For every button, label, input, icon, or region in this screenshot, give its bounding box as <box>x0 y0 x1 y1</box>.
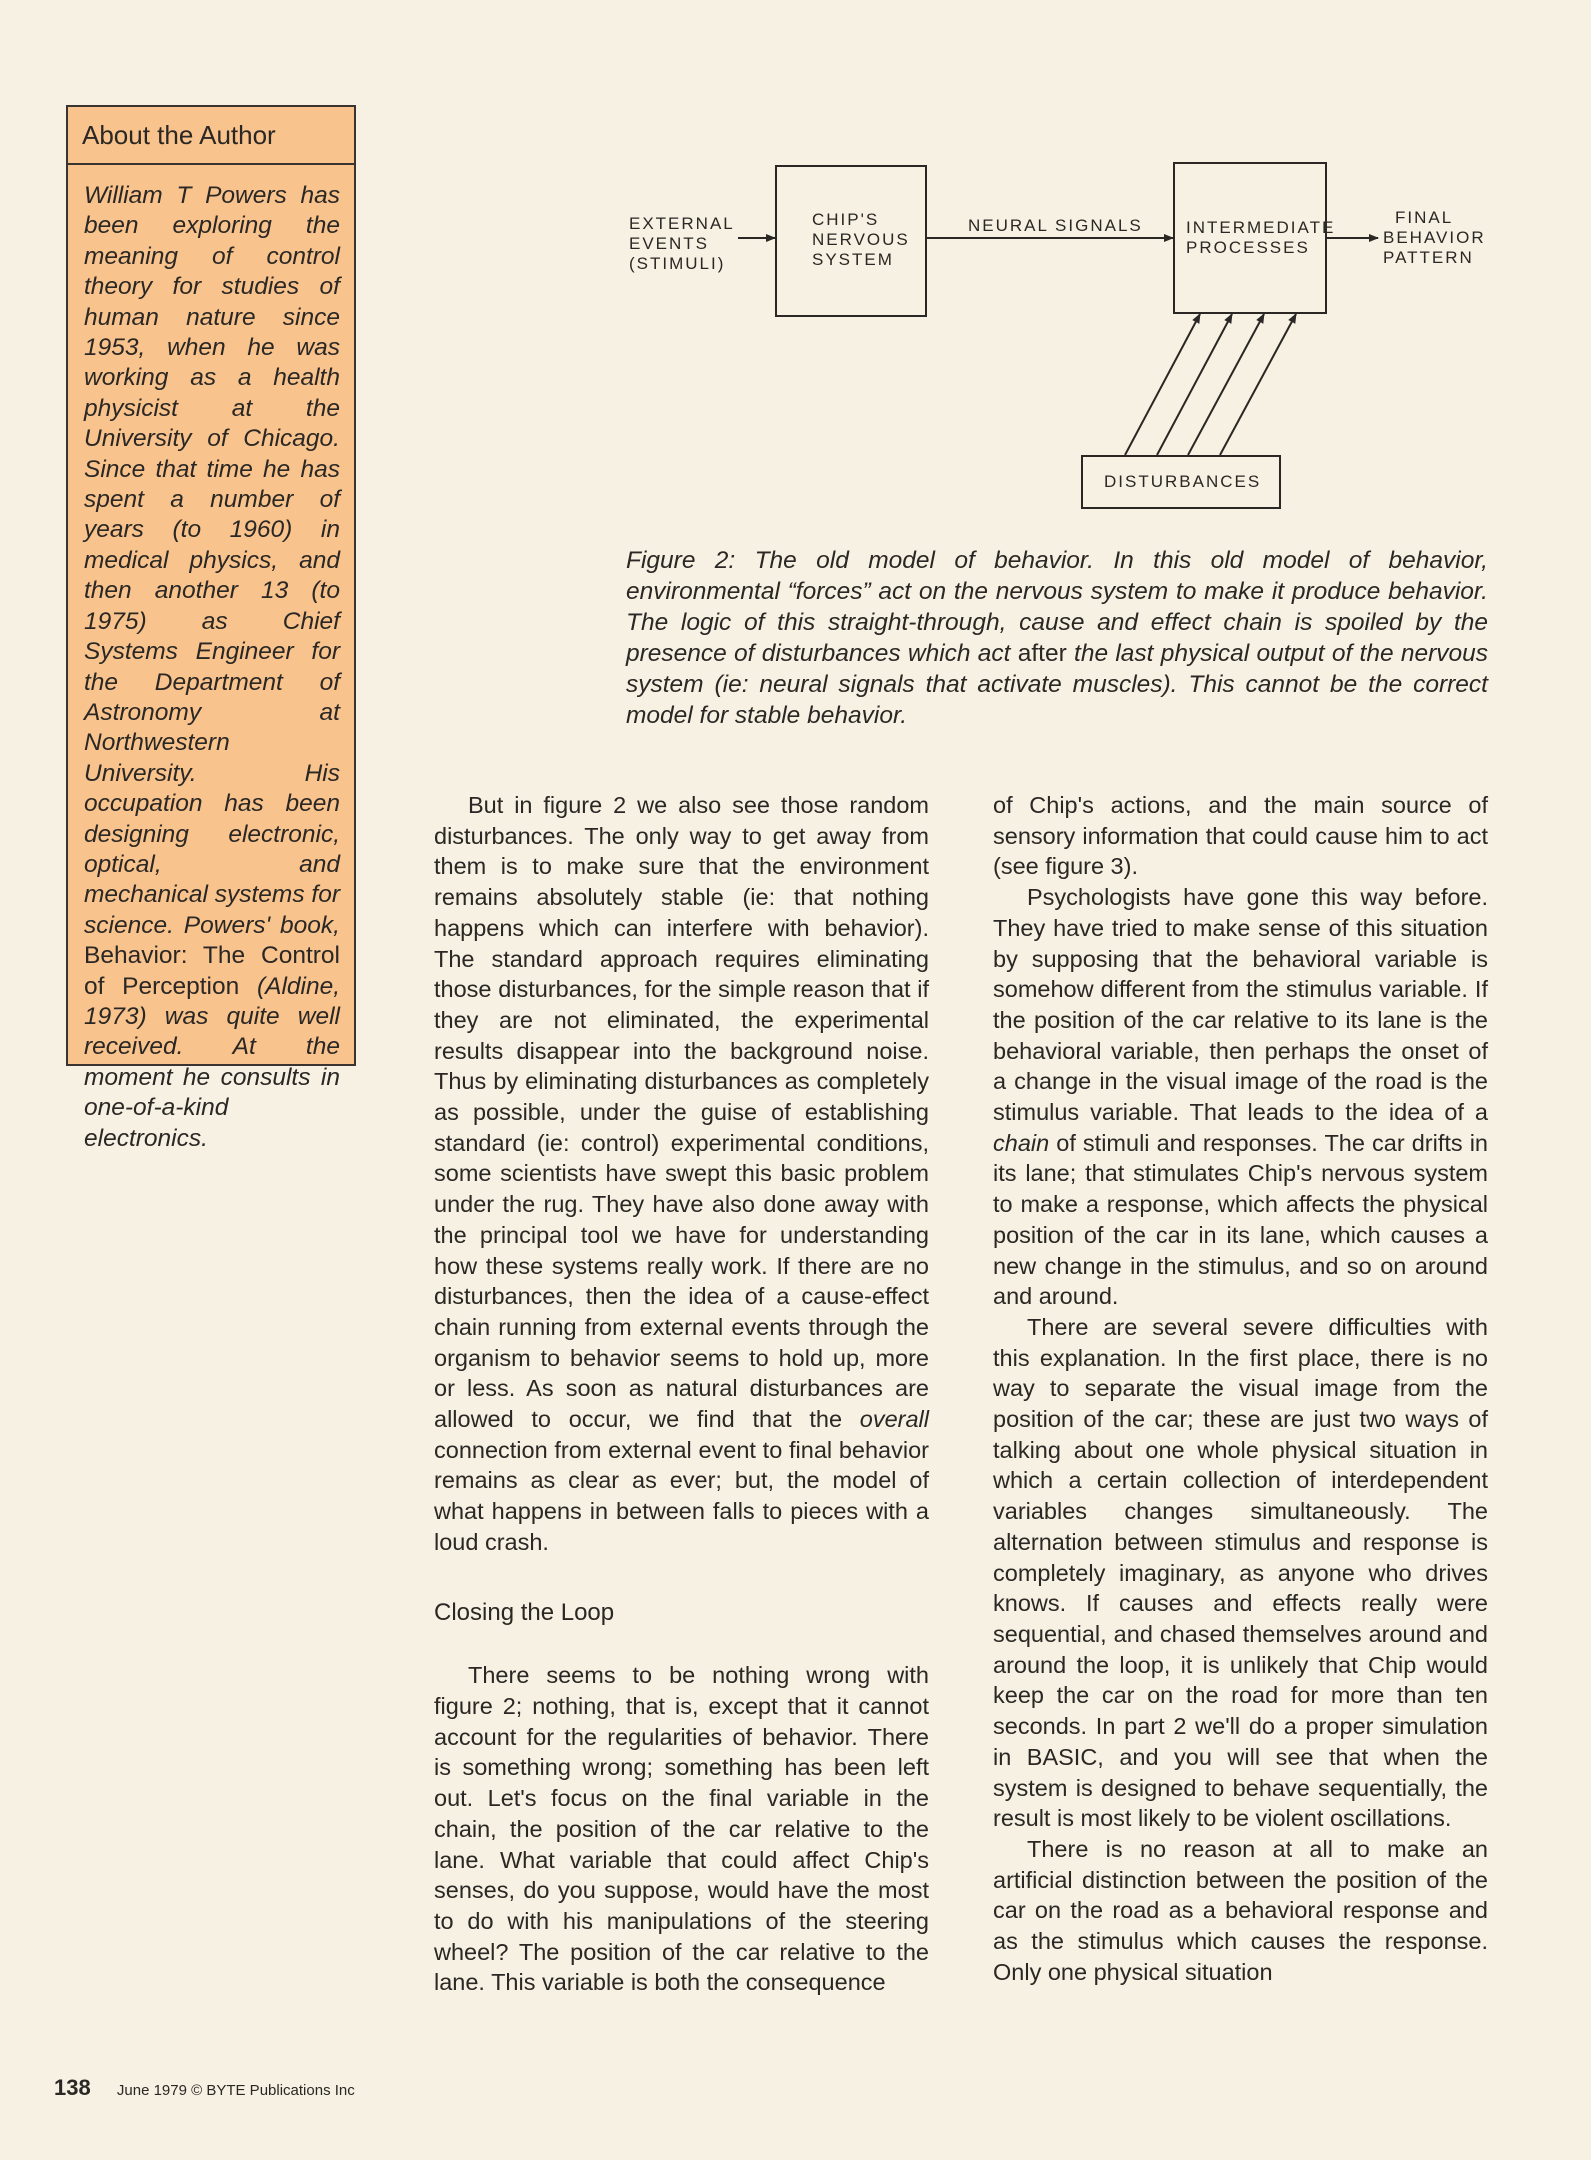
left-paragraph-1: But in figure 2 we also see those random disturbances. The only way to get away from them is to make sure that the environment remains absolutely stable (ie: that nothing happens which can interfere with behavior). The standard approach requires eliminating those disturbances, for the simple reason that if they are not eliminated, the experimental results disappear into the background noise. Thus by eliminating disturbances as completely as possible, under the guise of establishing standard (ie: control) experimental conditions, some scientists have swept this basic problem under the rug. They have also done away with the principal tool we have for understanding how these systems really work. If there are no disturbances, then the idea of a cause-effect chain running from external events through the organism to behavior seems to hold up, more or less. As soon as natural disturbances are allowed to occur, we find that the overall connection from external event to final behavior remains as clear as ever; but, the model of what happens in between falls to pieces with a loud crash. <box>434 792 929 1555</box>
right-paragraph-4: There is no reason at all to make an artificial distinction between the position of the car on the road as a behavioral response and as the stimulus which causes the response. Only one physical situation <box>993 1835 1488 1985</box>
caption-text-1: Figure 2: The old model of behavior. In this old model of behavior, environmental “forces” act on the nervous system to make it produce behavior. The logic of this straight-through, cause and effect chain is spoiled by the presence of disturbances which act <box>626 547 1488 667</box>
label-intermediate: INTERMEDIATE PROCESSES <box>1186 218 1336 257</box>
figure-2-caption <box>626 545 1488 731</box>
label-final-behavior: FINAL BEHAVIOR PATTERN <box>1383 208 1486 267</box>
disturbance-line-4 <box>1220 314 1296 455</box>
left-paragraph-2: There seems to be nothing wrong with figure 2; nothing, that is, except that it cannot account for the regularities of behavior. There is something wrong; something has been left out. Let's focus on the final variable in the chain, the position of the car relative to the lane. What variable that could affect Chip's senses, do you suppose, would have the most to do with his manipulations of the steering wheel? The position of the car relative to the lane. This variable is both the consequence <box>434 1662 929 1996</box>
right-paragraph-3: There are several severe difficulties with this explanation. In the first place, there is no way to separate the visual image from the position of the car; these are just two ways of talking about one whole physical situation in which a certain collection of interdependent variables changes simultaneously. The alternation between stimulus and response is completely imaginary, as anyone who drives knows. If causes and effects really were sequential, and chased themselves around and around the loop, it is unlikely that Chip would keep the car on the road for more than ten seconds. In part 2 we'll do a proper simulation in BASIC, and you will see that when the system is designed to behave sequentially, the result is most likely to be violent oscillations. <box>993 1313 1488 1832</box>
label-neural-signals: NEURAL SIGNALS <box>968 216 1143 235</box>
label-nervous-system: CHIP'S NERVOUS SYSTEM <box>812 210 910 269</box>
caption-text-2: the last physical output of the nervous system (ie: neural signals that activate muscles). This cannot be the correct model for stable behavior. <box>626 640 1489 729</box>
disturbance-line-2 <box>1157 314 1232 455</box>
disturbance-line-3 <box>1188 314 1264 455</box>
disturbance-line-1 <box>1125 314 1200 455</box>
subheading-closing-loop: Closing the Loop <box>434 1598 615 1626</box>
about-author-bio <box>84 181 340 1154</box>
right-paragraph-1: of Chip's actions, and the main source of sensory information that could cause him to act (see figure 3). <box>993 792 1488 880</box>
label-disturbances: DISTURBANCES <box>1104 472 1262 491</box>
right-column <box>993 790 1488 1987</box>
page-number: 138 <box>54 2075 91 2100</box>
caption-after: after <box>1017 640 1067 667</box>
page-footer <box>54 2075 355 2101</box>
bio-text-2: (Aldine, 1973) was quite well received. At the moment he consults in one-of-a-kind electronics. <box>84 972 341 1152</box>
footer-credit: June 1979 © BYTE Publications Inc <box>116 2082 355 2099</box>
left-column <box>434 790 929 1998</box>
label-external-events: EXTERNAL EVENTS (STIMULI) <box>629 214 735 273</box>
right-paragraph-2: Psychologists have gone this way before. They have tried to make sense of this situation by supposing that the behavioral variable is somehow different from the stimulus variable. If the position of the car relative to its lane is the behavioral variable, then perhaps the onset of a change in the visual image of the road is the stimulus variable. That leads to the idea of a chain of stimuli and responses. The car drifts in its lane; that stimulates Chip's nervous system to make a response, which affects the physical position of the car in its lane, which causes a new change in the stimulus, and so on around and around. <box>993 884 1489 1310</box>
about-author-heading: About the Author <box>68 107 354 165</box>
bio-text-1: William T Powers has been exploring the meaning of control theory for studies of human nature since 1953, when he was working as a health physicist at the University of Chicago. Since that time he has spent a number of years (to 1960) in medical physics, and then another 13 (to 1975) as Chief Systems Engineer for the Department of Astronomy at Northwestern University. His occupation has been designing electronic, optical, and mechanical systems for science. Powers' book, <box>84 182 340 939</box>
figure-2-diagram <box>620 160 1500 520</box>
about-author-box <box>66 105 356 1152</box>
bio-book-title: Behavior: The Control of Perception <box>84 942 340 1000</box>
diagram-lines <box>620 160 1500 520</box>
